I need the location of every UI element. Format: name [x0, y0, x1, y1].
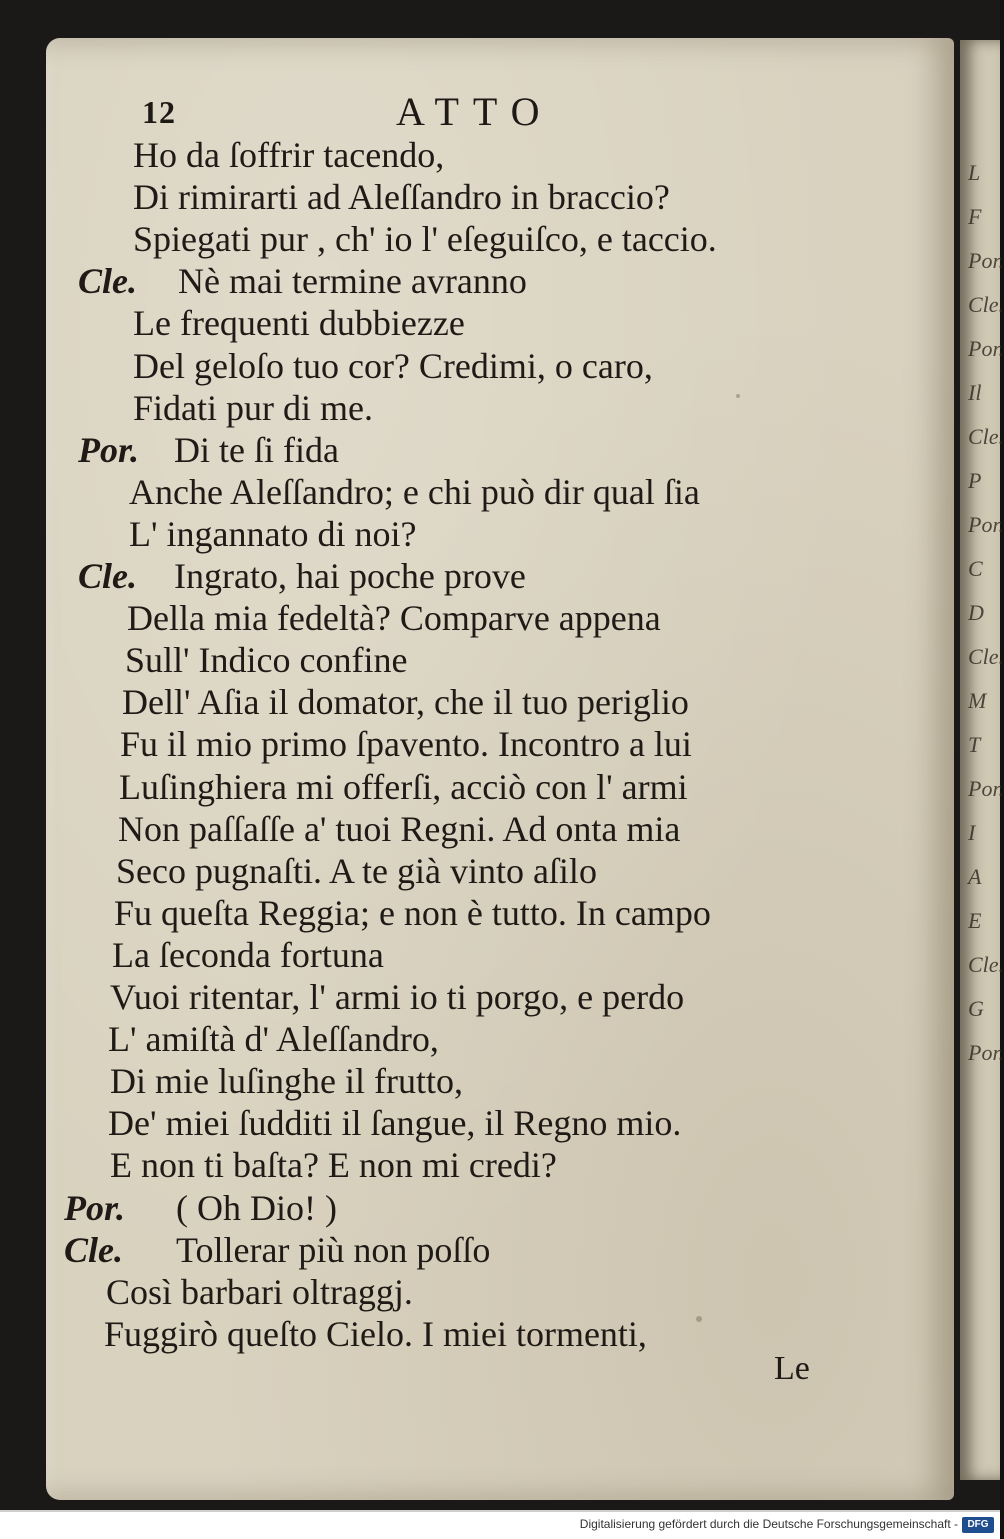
adjacent-page-fragment: Cle.: [968, 292, 1004, 317]
line-text: Seco pugnaſti. A te già vinto aſilo: [116, 850, 597, 891]
footer-credit: Digitalisierung gefördert durch die Deutsche Forschungsgemeinschaft -: [579, 1517, 958, 1531]
adjacent-page-fragment: C: [968, 556, 983, 581]
line-text: Sull' Indico confine: [125, 640, 408, 681]
adjacent-page-fragment: L: [968, 160, 981, 185]
adjacent-page-fragment: G: [968, 996, 984, 1021]
line-text: Fidati pur di me.: [133, 387, 373, 428]
adjacent-page-fragment: D: [968, 600, 984, 625]
adjacent-page-fragment: T: [968, 732, 981, 757]
adjacent-page-fragment: Por.: [968, 512, 1004, 537]
adjacent-page-fragment: Por.: [968, 336, 1004, 361]
line-text: Nè mai termine avranno: [178, 261, 527, 302]
speaker-label: Por.: [64, 1187, 126, 1228]
line-text: La ſeconda fortuna: [112, 934, 384, 975]
dfg-logo: DFG: [962, 1517, 994, 1533]
adjacent-page-fragment: I: [968, 820, 976, 845]
digitization-footer: [0, 1510, 1000, 1539]
adjacent-page-edge: [960, 40, 1004, 1480]
page-header: [46, 89, 954, 138]
line-text: ( Oh Dio! ): [176, 1187, 337, 1228]
adjacent-page-fragment: Por.: [968, 248, 1004, 273]
line-text: Spiegati pur , ch' io l' eſeguiſco, e taccio.: [133, 219, 717, 260]
line-text: Ingrato, hai poche prove: [174, 556, 526, 596]
adjacent-page-fragment: M: [968, 688, 987, 713]
catchword: Le: [774, 1350, 810, 1387]
adjacent-page-fragment: P: [968, 468, 982, 493]
line-text: Tollerar più non poſſo: [176, 1229, 491, 1270]
line-text: Non paſſaſſe a' tuoi Regni. Ad onta mia: [118, 808, 681, 849]
speaker-label: Cle.: [64, 1229, 123, 1270]
line-text: Fu il mio primo ſpavento. Incontro a lui: [120, 724, 692, 765]
adjacent-page-fragment: Il: [968, 380, 982, 405]
line-text: Di rimirarti ad Aleſſandro in braccio?: [133, 177, 670, 218]
running-head: ATTO: [396, 89, 554, 134]
speaker-label: Cle.: [78, 556, 137, 596]
adjacent-page-fragment: Cle.: [968, 644, 1004, 669]
speaker-label: Por.: [78, 429, 140, 470]
line-text: Vuoi ritentar, l' armi io ti porgo, e perdo: [110, 977, 685, 1017]
line-text: Così barbari oltraggj.: [106, 1271, 413, 1312]
speaker-label: Cle.: [78, 261, 137, 302]
adjacent-page-fragment: F: [968, 204, 982, 229]
adjacent-page-fragment: E: [968, 908, 982, 933]
line-text: L' amiſtà d' Aleſſandro,: [108, 1019, 439, 1060]
adjacent-page-fragment: Por.: [968, 776, 1004, 801]
line-text: Fuggirò queſto Cielo. I miei tormenti,: [104, 1313, 647, 1354]
line-text: De' miei ſudditi il ſangue, il Regno mio.: [108, 1103, 682, 1144]
paper-stain: [696, 1316, 702, 1322]
line-text: E non ti baſta? E non mi credi?: [110, 1145, 557, 1186]
page-number: 12: [142, 94, 176, 130]
line-text: Di te ſi fida: [174, 429, 339, 470]
line-text: Ho da ſoffrir tacendo,: [133, 135, 445, 175]
adjacent-page-fragment: Cle.: [968, 952, 1004, 977]
paper-stain: [736, 394, 740, 398]
line-text: Dell' Aſia il domator, che il tuo periglio: [122, 682, 689, 723]
line-text: Luſinghiera mi offerſi, acciò con l' armi: [119, 766, 688, 807]
line-text: Anche Aleſſandro; e chi può dir qual ſia: [129, 471, 700, 512]
line-text: Di mie luſinghe il frutto,: [110, 1061, 463, 1102]
book-page: [46, 38, 954, 1500]
line-text: Della mia fedeltà? Comparve appena: [127, 598, 661, 639]
adjacent-page-fragment: Por.: [968, 1040, 1004, 1065]
line-text: Le frequenti dubbiezze: [133, 303, 465, 344]
line-text: Del geloſo tuo cor? Credimi, o caro,: [133, 345, 653, 386]
line-text: L' ingannato di noi?: [129, 513, 417, 554]
adjacent-page-fragment: Cle.: [968, 424, 1004, 449]
line-text: Fu queſta Reggia; e non è tutto. In campo: [114, 892, 711, 933]
adjacent-page-fragment: A: [968, 864, 982, 889]
